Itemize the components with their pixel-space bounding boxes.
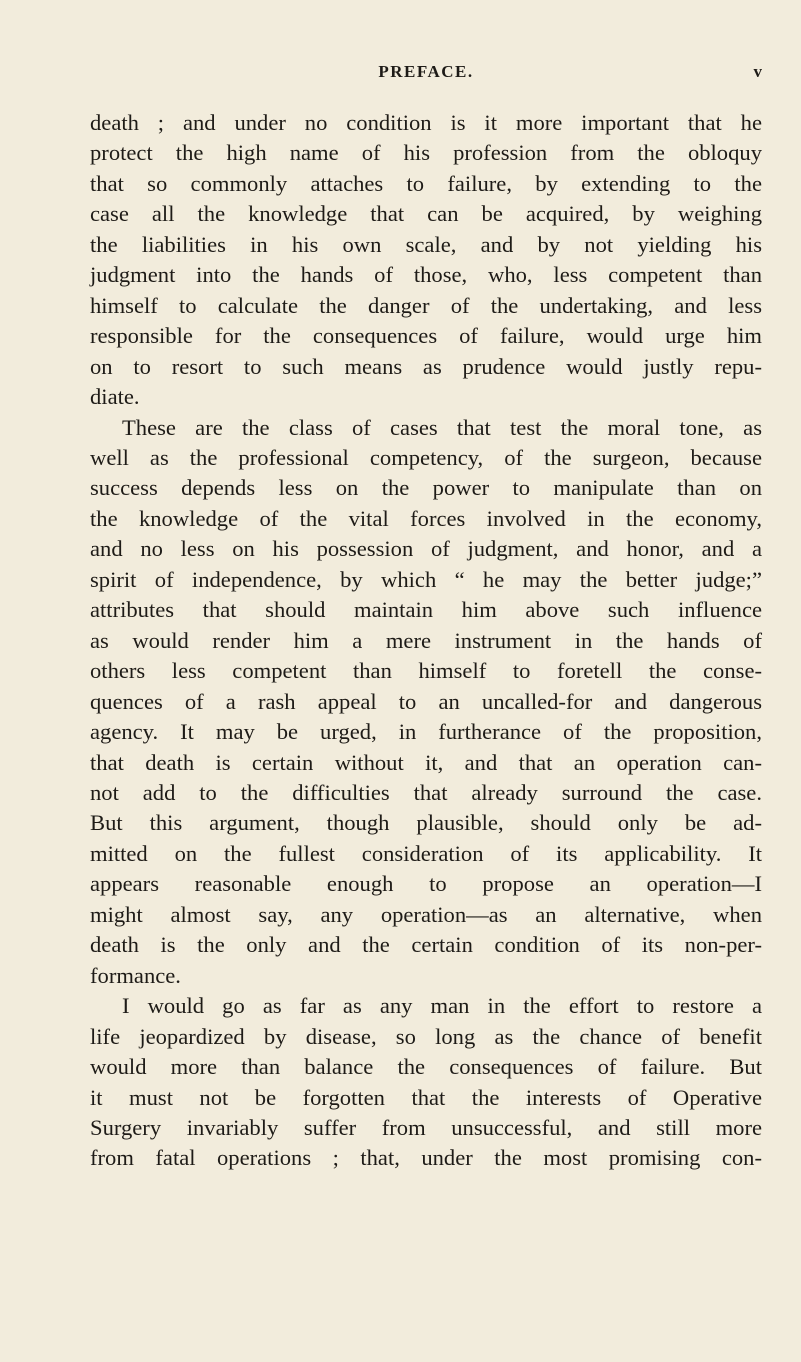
text-line: attributes that should maintain him above such influence: [90, 597, 762, 623]
text-line: it must not be forgotten that the interests of Operative: [90, 1084, 762, 1110]
text-line: agency. It may be urged, in furtherance of the proposition,: [90, 719, 762, 745]
text-line: I would go as far as any man in the effort to restore a: [122, 993, 762, 1019]
text-line: the liabilities in his own scale, and by not yielding his: [90, 231, 762, 257]
text-line: formance.: [90, 962, 181, 988]
text-line: success depends less on the power to manipulate than on: [90, 475, 762, 501]
text-line: others less competent than himself to foretell the conse-: [90, 658, 762, 684]
text-line: would more than balance the consequences of failure. But: [90, 1054, 762, 1080]
text-line: as would render him a mere instrument in the hands of: [90, 627, 762, 653]
text-line: diate.: [90, 384, 140, 410]
text-line: spirit of independence, by which “ he may the better judge;”: [90, 566, 762, 592]
text-line: quences of a rash appeal to an uncalled-for and dangerous: [90, 688, 762, 714]
text-line: Surgery invariably suffer from unsuccessful, and still more: [90, 1114, 762, 1140]
text-line: himself to calculate the danger of the undertaking, and less: [90, 292, 762, 318]
text-line: life jeopardized by disease, so long as the chance of benefit: [90, 1023, 762, 1049]
text-line: and no less on his possession of judgment, and honor, and a: [90, 536, 762, 562]
text-line: that death is certain without it, and that an operation can-: [90, 749, 762, 775]
text-line: death is the only and the certain condition of its non-per-: [90, 932, 762, 958]
text-line: judgment into the hands of those, who, less competent than: [90, 262, 762, 288]
text-line: that so commonly attaches to failure, by extending to the: [90, 170, 762, 196]
page-header: [90, 62, 762, 88]
text-line: appears reasonable enough to propose an operation—I: [90, 871, 762, 897]
text-line: case all the knowledge that can be acquired, by weighing: [90, 201, 762, 227]
running-head: PREFACE.: [378, 62, 474, 81]
text-line: on to resort to such means as prudence would justly repu-: [90, 353, 762, 379]
text-line: mitted on the fullest consideration of its applicability. It: [90, 840, 762, 866]
page-number: v: [753, 62, 762, 81]
text-line: might almost say, any operation—as an alternative, when: [90, 901, 762, 927]
text-line: the knowledge of the vital forces involved in the economy,: [90, 505, 762, 531]
text-line: protect the high name of his profession from the obloquy: [90, 140, 762, 166]
text-line: death ; and under no condition is it more important that he: [90, 110, 762, 135]
text-line: from fatal operations ; that, under the most promising con-: [90, 1145, 762, 1171]
text-line: not add to the difficulties that already surround the case.: [90, 779, 762, 805]
text-line: But this argument, though plausible, should only be ad-: [90, 810, 762, 836]
text-line: responsible for the consequences of failure, would urge him: [90, 323, 762, 349]
text-line: These are the class of cases that test the moral tone, as: [122, 414, 762, 440]
text-line: well as the professional competency, of the surgeon, because: [90, 444, 762, 470]
body-text: [90, 108, 762, 1174]
